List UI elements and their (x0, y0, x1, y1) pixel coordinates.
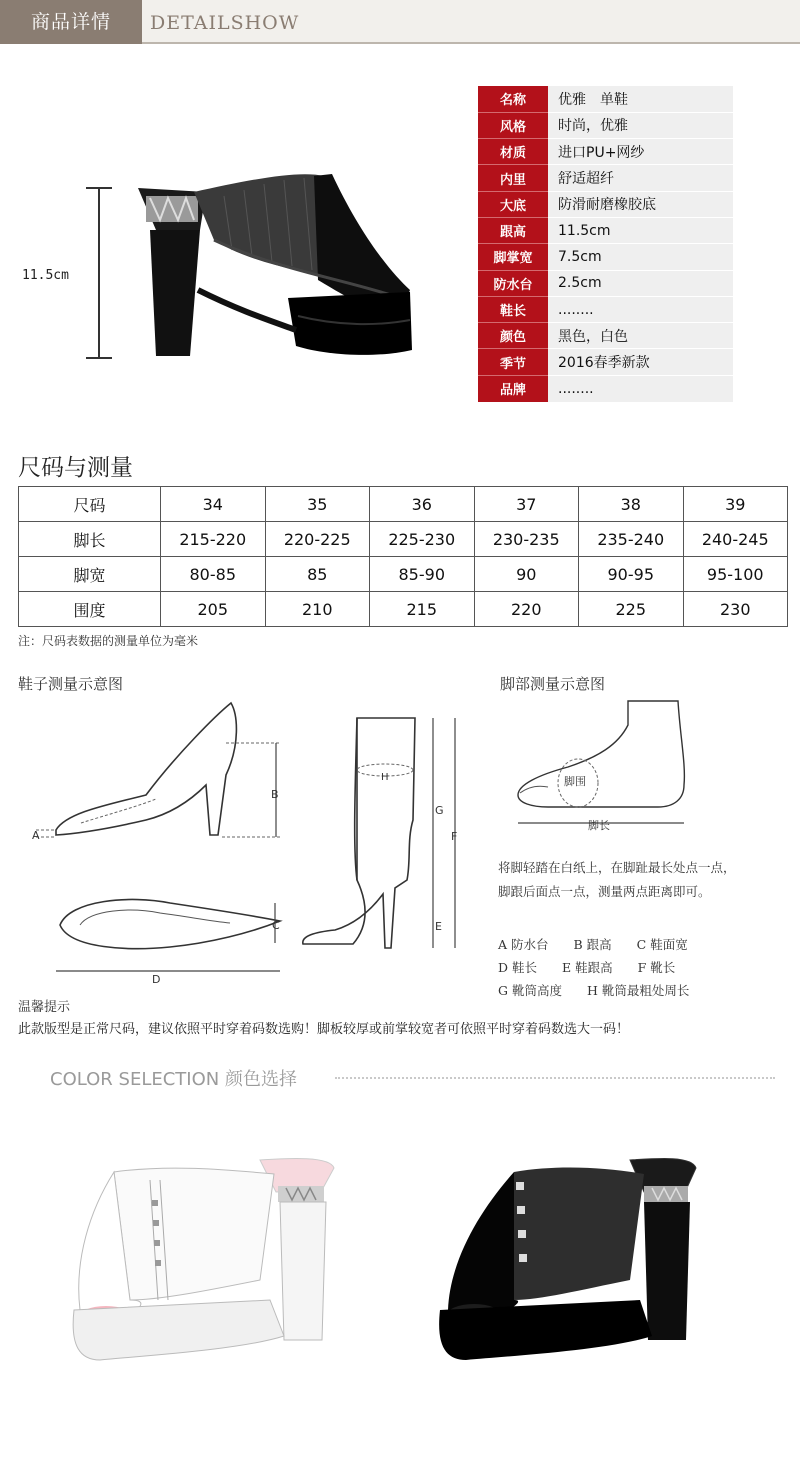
attribute-row (478, 349, 733, 375)
size-cell: 35 (265, 487, 370, 522)
size-table-note: 注：尺码表数据的测量单位为毫米 (18, 634, 199, 648)
foot-instruction-line: 脚跟后面点一点，测量两点距离即可。 (498, 884, 711, 899)
size-row-label: 尺码 (19, 487, 161, 522)
attribute-row (478, 375, 733, 401)
color-section-divider (335, 1077, 775, 1079)
size-cell: 225-230 (370, 522, 475, 557)
size-row (19, 592, 788, 627)
attribute-value: 时尚，优雅 (548, 112, 733, 138)
label-c: C (272, 919, 280, 932)
pump-top-diagram (40, 885, 300, 985)
size-cell: 95-100 (683, 557, 788, 592)
size-cell: 235-240 (579, 522, 684, 557)
size-cell: 210 (265, 592, 370, 627)
size-cell: 36 (370, 487, 475, 522)
size-cell: 38 (579, 487, 684, 522)
size-section-title: 尺码与测量 (18, 455, 133, 481)
foot-instruction-line: 将脚轻踏在白纸上，在脚趾最长处点一点， (498, 860, 736, 875)
attribute-value: ........ (548, 296, 733, 322)
size-cell: 220 (474, 592, 579, 627)
attribute-key: 内里 (478, 165, 548, 191)
attribute-row (478, 323, 733, 349)
size-cell: 90 (474, 557, 579, 592)
size-row (19, 522, 788, 557)
foot-diagram-title: 脚部测量示意图 (500, 675, 606, 693)
label-foot-length: 脚长 (588, 819, 610, 832)
size-cell: 240-245 (683, 522, 788, 557)
attribute-row (478, 165, 733, 191)
attribute-row (478, 296, 733, 322)
header-title-cn: 商品详情 (0, 0, 142, 44)
foot-diagram (508, 695, 693, 835)
legend-line: G 靴筒高度 H 靴筒最粗处周长 (498, 983, 690, 998)
attribute-key: 季节 (478, 349, 548, 375)
attribute-key: 脚掌宽 (478, 244, 548, 270)
size-row (19, 487, 788, 522)
size-cell: 215-220 (161, 522, 266, 557)
pump-side-diagram (26, 695, 296, 850)
label-a: A (32, 829, 40, 842)
label-e: E (435, 920, 442, 933)
legend-line: A 防水台 B 跟高 C 鞋面宽 (498, 937, 688, 952)
attribute-key: 防水台 (478, 270, 548, 296)
height-marker-line (98, 188, 100, 358)
size-cell: 39 (683, 487, 788, 522)
label-f: F (451, 830, 458, 843)
attribute-key: 颜色 (478, 323, 548, 349)
attribute-key: 跟高 (478, 217, 548, 243)
attribute-value: 防滑耐磨橡胶底 (548, 191, 733, 217)
attribute-value: 黑色，白色 (548, 323, 733, 349)
header-title-en: DETAILSHOW (150, 12, 300, 34)
label-b: B (271, 788, 279, 801)
tips-title: 温馨提示 (18, 1000, 71, 1015)
size-cell: 85 (265, 557, 370, 592)
black-shoe-side-image (128, 170, 418, 370)
size-table (18, 486, 788, 627)
size-row-label: 脚宽 (19, 557, 161, 592)
shoe-diagram-title: 鞋子测量示意图 (18, 675, 124, 693)
boot-diagram (295, 710, 475, 960)
size-cell: 230 (683, 592, 788, 627)
attribute-row (478, 217, 733, 243)
size-cell: 220-225 (265, 522, 370, 557)
size-cell: 205 (161, 592, 266, 627)
attribute-value: ........ (548, 375, 733, 401)
size-cell: 80-85 (161, 557, 266, 592)
black-shoe-image (430, 1150, 720, 1400)
header-band (0, 0, 800, 44)
attribute-key: 名称 (478, 86, 548, 112)
attribute-row (478, 244, 733, 270)
attribute-value: 11.5cm (548, 217, 733, 243)
attributes-table (478, 86, 733, 402)
attribute-row (478, 139, 733, 165)
label-g: G (435, 804, 444, 817)
attribute-value: 2016春季新款 (548, 349, 733, 375)
height-marker-bottom (86, 357, 112, 359)
white-shoe-image (60, 1150, 350, 1400)
attribute-value: 7.5cm (548, 244, 733, 270)
attribute-key: 鞋长 (478, 296, 548, 322)
size-row (19, 557, 788, 592)
size-cell: 34 (161, 487, 266, 522)
label-h: H (381, 772, 389, 783)
attribute-row (478, 86, 733, 112)
heel-height-label: 11.5cm (22, 268, 69, 283)
size-cell: 215 (370, 592, 475, 627)
label-girth: 脚围 (564, 775, 586, 788)
attribute-key: 品牌 (478, 375, 548, 401)
size-cell: 85-90 (370, 557, 475, 592)
attribute-row (478, 270, 733, 296)
attribute-value: 优雅 单鞋 (548, 86, 733, 112)
size-row-label: 脚长 (19, 522, 161, 557)
attribute-key: 风格 (478, 112, 548, 138)
color-selection-title: COLOR SELECTION 颜色选择 (50, 1069, 297, 1090)
size-cell: 37 (474, 487, 579, 522)
size-cell: 90-95 (579, 557, 684, 592)
attribute-row (478, 112, 733, 138)
attribute-value: 舒适超纤 (548, 165, 733, 191)
attribute-key: 材质 (478, 139, 548, 165)
attribute-key: 大底 (478, 191, 548, 217)
attribute-value: 2.5cm (548, 270, 733, 296)
legend-line: D 鞋长 E 鞋跟高 F 靴长 (498, 960, 676, 975)
size-cell: 230-235 (474, 522, 579, 557)
label-d: D (152, 973, 161, 985)
attribute-row (478, 191, 733, 217)
attribute-value: 进口PU+网纱 (548, 139, 733, 165)
size-row-label: 围度 (19, 592, 161, 627)
tips-text: 此款版型是正常尺码，建议依照平时穿着码数选购！脚板较厚或前掌较宽者可依照平时穿着码数选大一码！ (18, 1022, 630, 1037)
size-cell: 225 (579, 592, 684, 627)
